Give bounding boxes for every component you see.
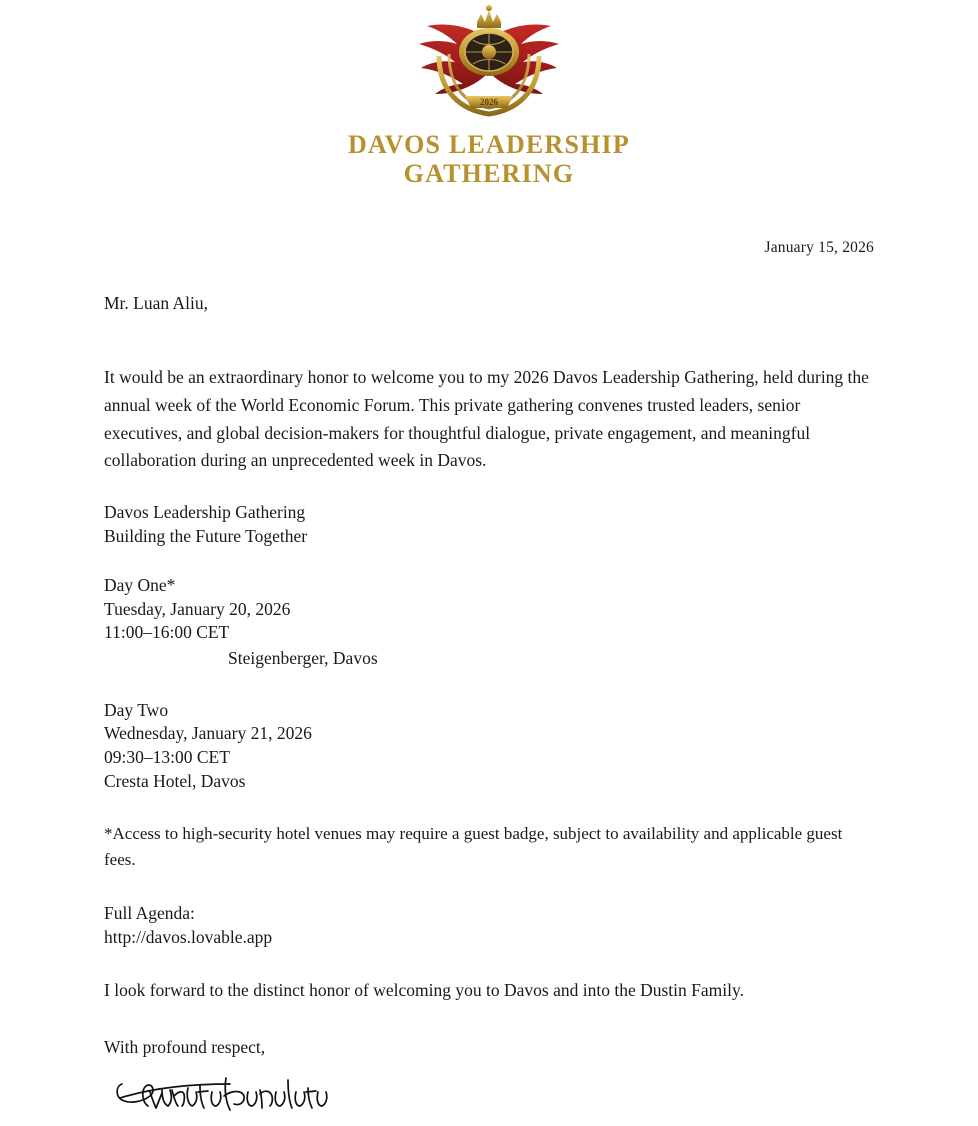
day-one-label: Day One* — [104, 575, 176, 596]
event-tagline: Building the Future Together — [104, 525, 308, 546]
agenda-url[interactable]: http://davos.lovable.app — [104, 926, 273, 947]
day-one-date: Tuesday, January 20, 2026 — [104, 598, 291, 619]
day-one-time: 11:00–16:00 CET — [104, 622, 230, 643]
intro-paragraph: It would be an extraordinary honor to welcome you to my 2026 Davos Leadership Gathering, held during the annual week of the World Economic Forum. This private gathering convenes trusted leaders, senior executives, and global decision-makers for thoughtful dialogue, private engagement, and meaningful collaboration during an unprecedented week in Davos. — [104, 367, 869, 471]
eagle-crest-emblem-icon — [369, 4, 609, 124]
event-title-block — [104, 501, 874, 548]
crest-year-text: 2026 — [480, 97, 498, 107]
signature-image — [104, 1070, 874, 1126]
day-one-block — [104, 574, 874, 671]
day-two-label: Day Two — [104, 699, 169, 720]
day-two-time: 09:30–13:00 CET — [104, 746, 230, 767]
letterhead — [0, 0, 978, 188]
letter-body — [0, 236, 978, 1126]
day-two-block — [104, 699, 874, 794]
day-two-date: Wednesday, January 21, 2026 — [104, 723, 312, 744]
day-one-venue: Steigenberger, Davos — [228, 648, 378, 669]
agenda-block — [104, 901, 874, 949]
day-two-venue: Cresta Hotel, Davos — [104, 770, 246, 791]
letter-date: January 15, 2026 — [764, 239, 874, 257]
closing-line: I look forward to the distinct honor of welcoming you to Davos and into the Dustin Family. — [104, 980, 744, 1001]
sign-off: With profound respect, — [104, 1036, 266, 1057]
salutation: Mr. Luan Aliu, — [104, 292, 209, 313]
agenda-label: Full Agenda: — [104, 902, 195, 923]
logo-block — [339, 0, 639, 188]
org-name-line1: DAVOS LEADERSHIP — [348, 130, 630, 159]
org-name-line2: GATHERING — [403, 159, 575, 189]
event-name: Davos Leadership Gathering — [104, 501, 306, 522]
badge-footnote: *Access to high-security hotel venues may require a guest badge, subject to availability and applicable guest fees. — [104, 824, 843, 869]
